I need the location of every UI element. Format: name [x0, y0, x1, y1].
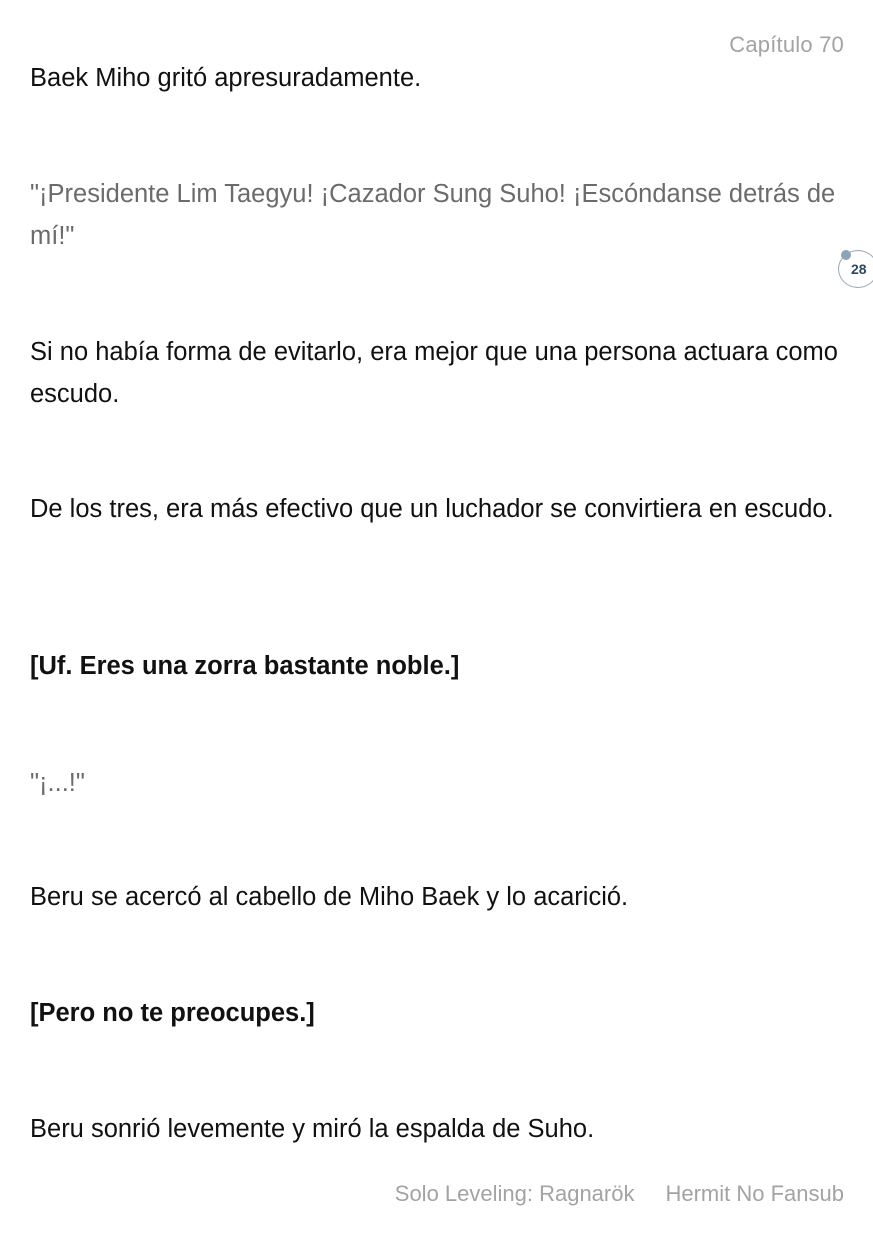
chapter-label: Capítulo 70 — [729, 32, 844, 57]
paragraph-dialog: "¡...!" — [30, 769, 85, 797]
page-number: 28 — [851, 261, 867, 277]
paragraph-dialog: "¡Presidente Lim Taegyu! ¡Cazador Sung Suho! ¡Escóndanse detrás de mí!" — [30, 180, 836, 250]
page-number-badge[interactable] — [838, 250, 873, 288]
indicator-dot-icon — [841, 250, 851, 260]
paragraph-narration: Baek Miho gritó apresuradamente. — [30, 64, 422, 92]
footer-title: Solo Leveling: Ragnarök — [394, 1181, 635, 1206]
paragraph-narration: De los tres, era más efectivo que un luchador se convirtiera en escudo. — [30, 495, 834, 523]
paragraph-narration: Si no había forma de evitarlo, era mejor que una persona actuara como escudo. — [30, 338, 838, 408]
paragraph-system-message: [Pero no te preocupes.] — [30, 999, 315, 1027]
paragraph-narration: Beru sonrió levemente y miró la espalda de Suho. — [30, 1115, 595, 1143]
footer-group: Hermit No Fansub — [665, 1181, 844, 1206]
footer — [395, 1181, 844, 1207]
paragraph-narration: Beru se acercó al cabello de Miho Baek y lo acarició. — [30, 883, 629, 911]
paragraph-system-message: [Uf. Eres una zorra bastante noble.] — [30, 652, 460, 680]
